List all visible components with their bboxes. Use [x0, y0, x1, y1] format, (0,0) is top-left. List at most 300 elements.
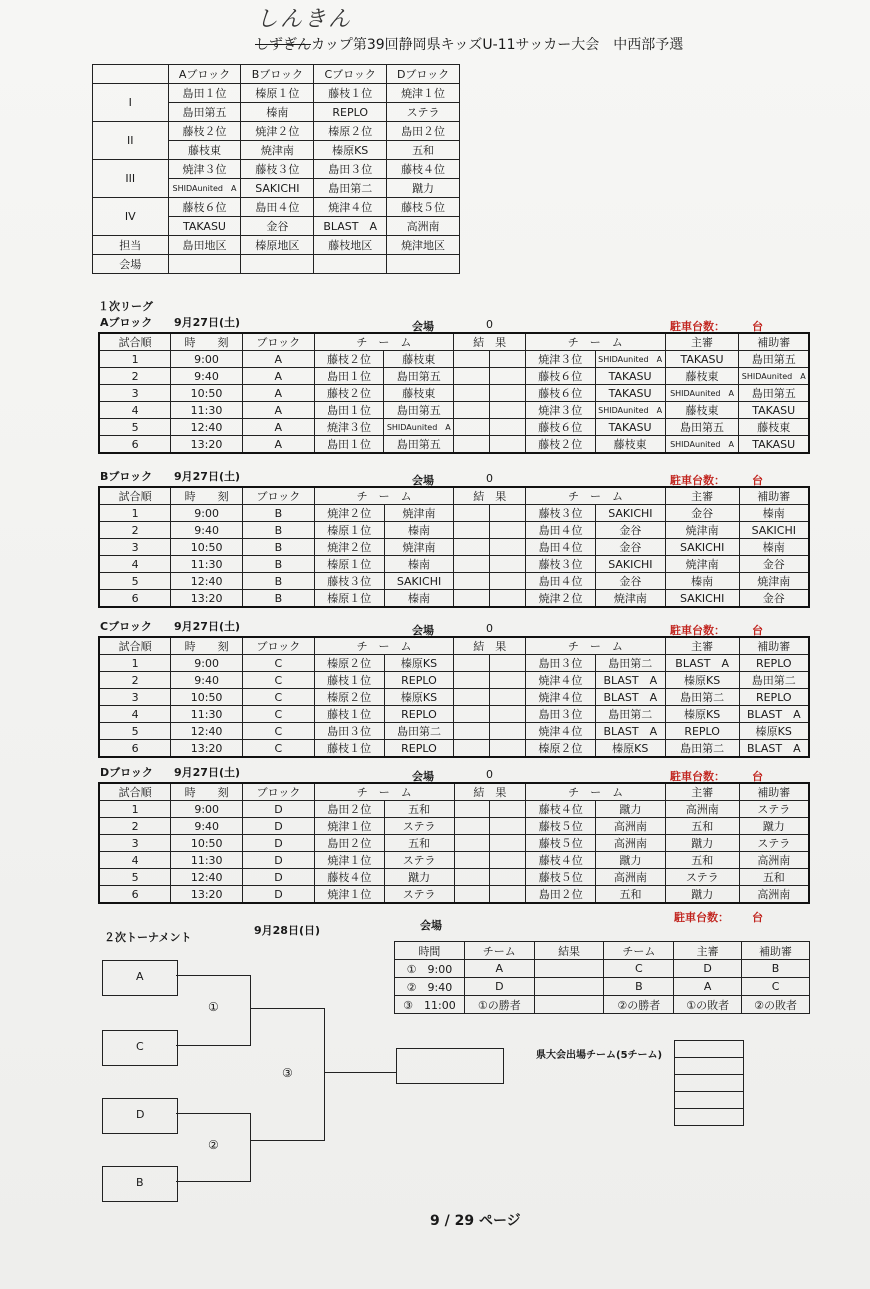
overview-cell: BLAST A	[314, 217, 387, 236]
schedule-row	[99, 740, 809, 758]
assistant-referee: SHIDAunited A	[739, 368, 809, 385]
qualify-cell	[675, 1041, 744, 1058]
overview-cell: 島田２位	[387, 122, 460, 141]
home-team: ステラ	[384, 818, 454, 835]
away-team: BLAST A	[595, 689, 665, 706]
home-seed: 焼津３位	[314, 419, 384, 436]
schedule-row	[99, 505, 809, 522]
qualify-cell	[675, 1075, 744, 1092]
referee: 島田第二	[665, 740, 739, 758]
tournament-header-cell: チーム	[464, 942, 534, 960]
home-seed: 榛原２位	[314, 655, 384, 672]
home-team: 焼津南	[384, 539, 454, 556]
result-home	[454, 818, 490, 835]
schedule-header-cell: 主審	[665, 783, 739, 801]
home-seed: 藤枝２位	[314, 351, 384, 368]
match-number: 5	[99, 419, 171, 436]
block-code: A	[242, 436, 314, 454]
referee: 焼津南	[665, 522, 739, 539]
away-seed: 焼津４位	[526, 672, 596, 689]
overview-cell: 焼津３位	[168, 160, 241, 179]
home-team: 焼津南	[384, 505, 454, 522]
away-team: 金谷	[595, 522, 665, 539]
schedule-header-cell: 試合順	[99, 487, 171, 505]
match-number: 6	[99, 740, 171, 758]
schedule-header-cell: 結 果	[454, 637, 526, 655]
referee: 蹴力	[665, 886, 739, 904]
home-seed: 焼津１位	[314, 818, 384, 835]
result-away	[490, 689, 526, 706]
result-home	[454, 723, 490, 740]
assistant-referee: TAKASU	[739, 402, 809, 419]
assistant-referee: ステラ	[739, 801, 809, 818]
kickoff-time: 12:40	[171, 419, 243, 436]
block-code: B	[243, 573, 315, 590]
assistant-referee: REPLO	[739, 655, 809, 672]
schedule-header-cell: 主審	[665, 637, 739, 655]
referee: 五和	[665, 818, 739, 835]
assistant-referee: 蹴力	[739, 818, 809, 835]
block-code: A	[242, 402, 314, 419]
result-home	[454, 706, 490, 723]
bracket-match-1: ①	[208, 1000, 219, 1014]
overview-cell: 焼津１位	[387, 84, 460, 103]
tanto-cell: 藤枝地区	[314, 236, 387, 255]
block-parking-label: 駐車台数：	[670, 624, 725, 637]
schedule-header-cell: 主審	[665, 333, 739, 351]
league-title: １次リーグ	[98, 300, 153, 313]
referee: 榛原KS	[665, 706, 739, 723]
block-venue-value: 0	[486, 318, 493, 331]
kickoff-time: 13:20	[171, 740, 243, 758]
referee: 藤枝東	[665, 402, 739, 419]
result-home	[454, 402, 490, 419]
overview-header-cell	[93, 65, 169, 84]
schedule-header-cell: ブロック	[243, 487, 315, 505]
tanto-cell: 榛原地区	[241, 236, 314, 255]
referee: BLAST A	[665, 655, 739, 672]
tournament-cell: A	[674, 978, 742, 996]
overview-cell: TAKASU	[168, 217, 241, 236]
match-number: 3	[99, 539, 171, 556]
away-team: 高洲南	[596, 818, 666, 835]
overview-header-cell: Dブロック	[387, 65, 460, 84]
schedule-row	[99, 835, 809, 852]
overview-row	[93, 84, 460, 103]
assistant-referee: REPLO	[739, 689, 809, 706]
home-seed: 焼津２位	[314, 505, 384, 522]
tournament-cell: ①の敗者	[674, 996, 742, 1014]
schedule-header-cell: チ ー ム	[314, 333, 454, 351]
home-seed: 藤枝１位	[314, 672, 384, 689]
tournament-cell: C	[604, 960, 674, 978]
away-seed: 藤枝４位	[526, 801, 596, 818]
overview-cell: 島田４位	[241, 198, 314, 217]
assistant-referee: BLAST A	[739, 706, 809, 723]
block-code: D	[243, 818, 315, 835]
away-seed: 藤枝２位	[525, 436, 595, 454]
kickoff-time: 10:50	[171, 539, 243, 556]
away-seed: 焼津３位	[525, 402, 595, 419]
block-code: C	[242, 740, 314, 758]
away-seed: 榛原２位	[526, 740, 596, 758]
seed-label: III	[93, 160, 169, 198]
away-team: SHIDAunited A	[595, 351, 665, 368]
kickoff-time: 9:00	[171, 655, 243, 672]
overview-cell: REPLO	[314, 103, 387, 122]
overview-cell: 島田第二	[314, 179, 387, 198]
schedule-header-cell: 補助審	[739, 637, 809, 655]
result-away	[490, 886, 526, 904]
overview-venue-row	[93, 255, 460, 274]
block-code: D	[243, 869, 315, 886]
overview-cell: 榛原１位	[241, 84, 314, 103]
bracket-line	[324, 1072, 396, 1073]
tanto-cell: 島田地区	[168, 236, 241, 255]
away-team: 島田第二	[595, 655, 665, 672]
block-code: A	[242, 368, 314, 385]
tournament-cell: ②の勝者	[604, 996, 674, 1014]
home-team: 榛原KS	[384, 655, 454, 672]
assistant-referee: 金谷	[739, 556, 809, 573]
home-seed: 焼津２位	[314, 539, 384, 556]
schedule-header-cell: チ ー ム	[526, 783, 666, 801]
block-parking-unit: 台	[752, 320, 763, 333]
home-seed: 榛原１位	[314, 590, 384, 608]
kickoff-time: 10:50	[171, 385, 243, 402]
block-code: B	[243, 556, 315, 573]
block-date: 9月27日(土)	[174, 766, 241, 779]
block-code: D	[243, 835, 315, 852]
block-code: C	[242, 706, 314, 723]
tournament-header-cell: 主審	[674, 942, 742, 960]
home-team: 五和	[384, 835, 454, 852]
bracket-line	[250, 1113, 251, 1182]
match-number: 2	[99, 672, 171, 689]
schedule-header-cell: 試合順	[99, 333, 171, 351]
referee: SAKICHI	[665, 539, 739, 556]
result-home	[454, 869, 490, 886]
kickoff-time: 9:40	[171, 672, 243, 689]
block-date: 9月27日(土)	[174, 316, 241, 329]
block-date: 9月27日(土)	[174, 470, 241, 483]
kickoff-time: 9:40	[171, 368, 243, 385]
tournament-date: 9月28日(日)	[254, 924, 321, 937]
home-seed: 藤枝４位	[314, 869, 384, 886]
referee: 島田第五	[665, 419, 739, 436]
bracket-slot-c-label: C	[136, 1040, 144, 1053]
result-away	[490, 436, 526, 454]
result-home	[454, 835, 490, 852]
match-number: 6	[99, 436, 171, 454]
away-team: 高洲南	[596, 835, 666, 852]
result-home	[454, 886, 490, 904]
overview-cell: 藤枝４位	[387, 160, 460, 179]
home-team: REPLO	[384, 672, 454, 689]
overview-cell: 藤枝２位	[168, 122, 241, 141]
result-away	[490, 573, 526, 590]
match-number: 4	[99, 556, 171, 573]
assistant-referee: 島田第二	[739, 672, 809, 689]
overview-cell: 焼津２位	[241, 122, 314, 141]
schedule-header-cell: チ ー ム	[525, 333, 665, 351]
away-seed: 島田４位	[526, 539, 596, 556]
schedule-header-cell: 補助審	[739, 783, 809, 801]
block-venue-label: 会場	[412, 624, 434, 637]
assistant-referee: 五和	[739, 869, 809, 886]
tournament-cell	[534, 996, 604, 1014]
overview-cell: 藤枝東	[168, 141, 241, 160]
overview-cell: 島田１位	[168, 84, 241, 103]
schedule-header-cell: 時 刻	[171, 783, 243, 801]
block-title: Aブロック	[100, 316, 153, 329]
venue-cell	[387, 255, 460, 274]
schedule-row	[99, 402, 809, 419]
home-team: 島田第五	[384, 402, 454, 419]
block-code: C	[242, 689, 314, 706]
kickoff-time: 12:40	[171, 573, 243, 590]
match-number: 3	[99, 835, 171, 852]
bracket-line	[324, 1008, 325, 1141]
match-number: 4	[99, 402, 171, 419]
overview-cell: 藤枝６位	[168, 198, 241, 217]
schedule-header-cell: 結 果	[454, 333, 526, 351]
away-team: 金谷	[595, 573, 665, 590]
schedule-header-cell: 結 果	[454, 487, 526, 505]
match-number: 2	[99, 522, 171, 539]
overview-cell: 藤枝５位	[387, 198, 460, 217]
home-team: SAKICHI	[384, 573, 454, 590]
match-number: 4	[99, 852, 171, 869]
home-seed: 榛原１位	[314, 556, 384, 573]
schedule-row	[99, 368, 809, 385]
overview-header-cell: Bブロック	[241, 65, 314, 84]
result-away	[490, 522, 526, 539]
kickoff-time: 12:40	[171, 723, 243, 740]
match-number: 6	[99, 886, 171, 904]
kickoff-time: 10:50	[171, 689, 243, 706]
kickoff-time: 9:00	[171, 351, 243, 368]
overview-cell: 高洲南	[387, 217, 460, 236]
referee: 蹴力	[665, 835, 739, 852]
result-away	[490, 723, 526, 740]
kickoff-time: 9:40	[171, 522, 243, 539]
assistant-referee: 島田第五	[739, 351, 809, 368]
assistant-referee: 金谷	[739, 590, 809, 608]
kickoff-time: 10:50	[171, 835, 243, 852]
match-number: 1	[99, 655, 171, 672]
home-team: ステラ	[384, 852, 454, 869]
bracket-winner-slot	[396, 1048, 504, 1084]
overview-row	[93, 122, 460, 141]
block-date: 9月27日(土)	[174, 620, 241, 633]
home-seed: 藤枝３位	[314, 573, 384, 590]
block-code: A	[242, 385, 314, 402]
referee: SHIDAunited A	[665, 436, 739, 454]
away-seed: 島田４位	[526, 573, 596, 590]
tournament-cell	[534, 960, 604, 978]
result-home	[454, 852, 490, 869]
away-team: 蹴力	[596, 801, 666, 818]
block-parking-unit: 台	[752, 474, 763, 487]
result-home	[454, 522, 490, 539]
away-seed: 藤枝６位	[525, 385, 595, 402]
block-overview-table	[92, 64, 460, 274]
block-code: B	[243, 539, 315, 556]
away-team: SAKICHI	[595, 556, 665, 573]
schedule-row	[99, 522, 809, 539]
assistant-referee: 藤枝東	[739, 419, 809, 436]
result-away	[490, 505, 526, 522]
schedule-row	[99, 801, 809, 818]
referee: ステラ	[665, 869, 739, 886]
kickoff-time: 9:00	[171, 801, 243, 818]
tournament-cell: B	[604, 978, 674, 996]
assistant-referee: TAKASU	[739, 436, 809, 454]
referee: SHIDAunited A	[665, 385, 739, 402]
kickoff-time: 9:40	[171, 818, 243, 835]
tournament-cell: A	[464, 960, 534, 978]
schedule-row	[99, 556, 809, 573]
schedule-row	[99, 869, 809, 886]
assistant-referee: 島田第五	[739, 385, 809, 402]
tournament-cell: ②の敗者	[742, 996, 810, 1014]
overview-header-cell: Cブロック	[314, 65, 387, 84]
result-away	[490, 556, 526, 573]
away-seed: 焼津３位	[525, 351, 595, 368]
bracket-slot-d-label: D	[136, 1108, 145, 1121]
block-venue-value: 0	[486, 768, 493, 781]
referee: 榛原KS	[665, 672, 739, 689]
assistant-referee: 榛原KS	[739, 723, 809, 740]
schedule-header-cell: 結 果	[454, 783, 526, 801]
away-seed: 藤枝５位	[526, 818, 596, 835]
match-number: 1	[99, 801, 171, 818]
result-home	[454, 573, 490, 590]
away-seed: 藤枝４位	[526, 852, 596, 869]
away-team: SAKICHI	[595, 505, 665, 522]
home-seed: 焼津１位	[314, 852, 384, 869]
tournament-parking-unit: 台	[752, 911, 763, 924]
away-seed: 藤枝６位	[525, 419, 595, 436]
tournament-header-cell: 時間	[395, 942, 465, 960]
page-number: 9 / 29 ページ	[430, 1213, 521, 1229]
match-number: 4	[99, 706, 171, 723]
result-away	[490, 672, 526, 689]
block-parking-unit: 台	[752, 770, 763, 783]
away-seed: 藤枝３位	[526, 556, 596, 573]
overview-header-cell: Aブロック	[168, 65, 241, 84]
result-away	[490, 402, 526, 419]
block-code: D	[243, 852, 315, 869]
away-seed: 藤枝５位	[526, 869, 596, 886]
home-team: 島田第五	[384, 368, 454, 385]
schedule-row	[99, 655, 809, 672]
away-seed: 藤枝５位	[526, 835, 596, 852]
away-team: TAKASU	[595, 385, 665, 402]
result-home	[454, 436, 490, 454]
schedule-row	[99, 706, 809, 723]
schedule-header-cell: 試合順	[99, 783, 171, 801]
match-number: 3	[99, 385, 171, 402]
result-home	[454, 740, 490, 758]
block-code: B	[243, 590, 315, 608]
block-code: A	[242, 351, 314, 368]
schedule-header-cell: 時 刻	[171, 333, 243, 351]
schedule-row	[99, 419, 809, 436]
home-seed: 島田２位	[314, 835, 384, 852]
seed-label: II	[93, 122, 169, 160]
referee: SAKICHI	[665, 590, 739, 608]
result-home	[454, 801, 490, 818]
overview-row	[93, 160, 460, 179]
away-team: 島田第二	[595, 706, 665, 723]
result-away	[490, 368, 526, 385]
home-seed: 島田１位	[314, 368, 384, 385]
assistant-referee: BLAST A	[739, 740, 809, 758]
overview-cell: SAKICHI	[241, 179, 314, 198]
home-team: REPLO	[384, 740, 454, 758]
block-parking-label: 駐車台数：	[670, 770, 725, 783]
schedule-header-cell: ブロック	[242, 333, 314, 351]
home-team: ステラ	[384, 886, 454, 904]
home-seed: 島田１位	[314, 402, 384, 419]
home-team: REPLO	[384, 706, 454, 723]
result-away	[490, 740, 526, 758]
result-away	[490, 869, 526, 886]
result-away	[490, 539, 526, 556]
overview-cell: ステラ	[387, 103, 460, 122]
tournament-cell	[534, 978, 604, 996]
overview-cell: 榛南	[241, 103, 314, 122]
home-seed: 島田１位	[314, 436, 384, 454]
result-away	[490, 706, 526, 723]
away-team: BLAST A	[595, 723, 665, 740]
kickoff-time: 11:30	[171, 852, 243, 869]
away-seed: 島田２位	[526, 886, 596, 904]
assistant-referee: SAKICHI	[739, 522, 809, 539]
overview-header-row	[93, 65, 460, 84]
home-seed: 島田２位	[314, 801, 384, 818]
assistant-referee: 榛南	[739, 539, 809, 556]
kickoff-time: 13:20	[171, 590, 243, 608]
bracket-match-2: ②	[208, 1138, 219, 1152]
home-team: 藤枝東	[384, 385, 454, 402]
result-away	[490, 852, 526, 869]
block-code: C	[242, 672, 314, 689]
tournament-row	[395, 960, 810, 978]
result-away	[490, 419, 526, 436]
qualify-cell	[675, 1058, 744, 1075]
away-seed: 焼津４位	[526, 723, 596, 740]
tournament-header-cell: 結果	[534, 942, 604, 960]
schedule-header-cell: ブロック	[243, 783, 315, 801]
result-away	[490, 385, 526, 402]
qualify-label: 県大会出場チーム(5チーム)	[536, 1050, 663, 1061]
referee: 高洲南	[665, 801, 739, 818]
tournament-venue-label: 会場	[420, 919, 442, 932]
qualify-cell	[675, 1109, 744, 1126]
tournament-title: ２次トーナメント	[104, 931, 192, 944]
schedule-header-row	[99, 333, 809, 351]
schedule-row	[99, 689, 809, 706]
result-away	[490, 655, 526, 672]
home-team: 蹴力	[384, 869, 454, 886]
overview-cell: 藤枝３位	[241, 160, 314, 179]
home-team: 五和	[384, 801, 454, 818]
block-schedule-table	[98, 332, 810, 454]
block-title: Cブロック	[100, 620, 152, 633]
